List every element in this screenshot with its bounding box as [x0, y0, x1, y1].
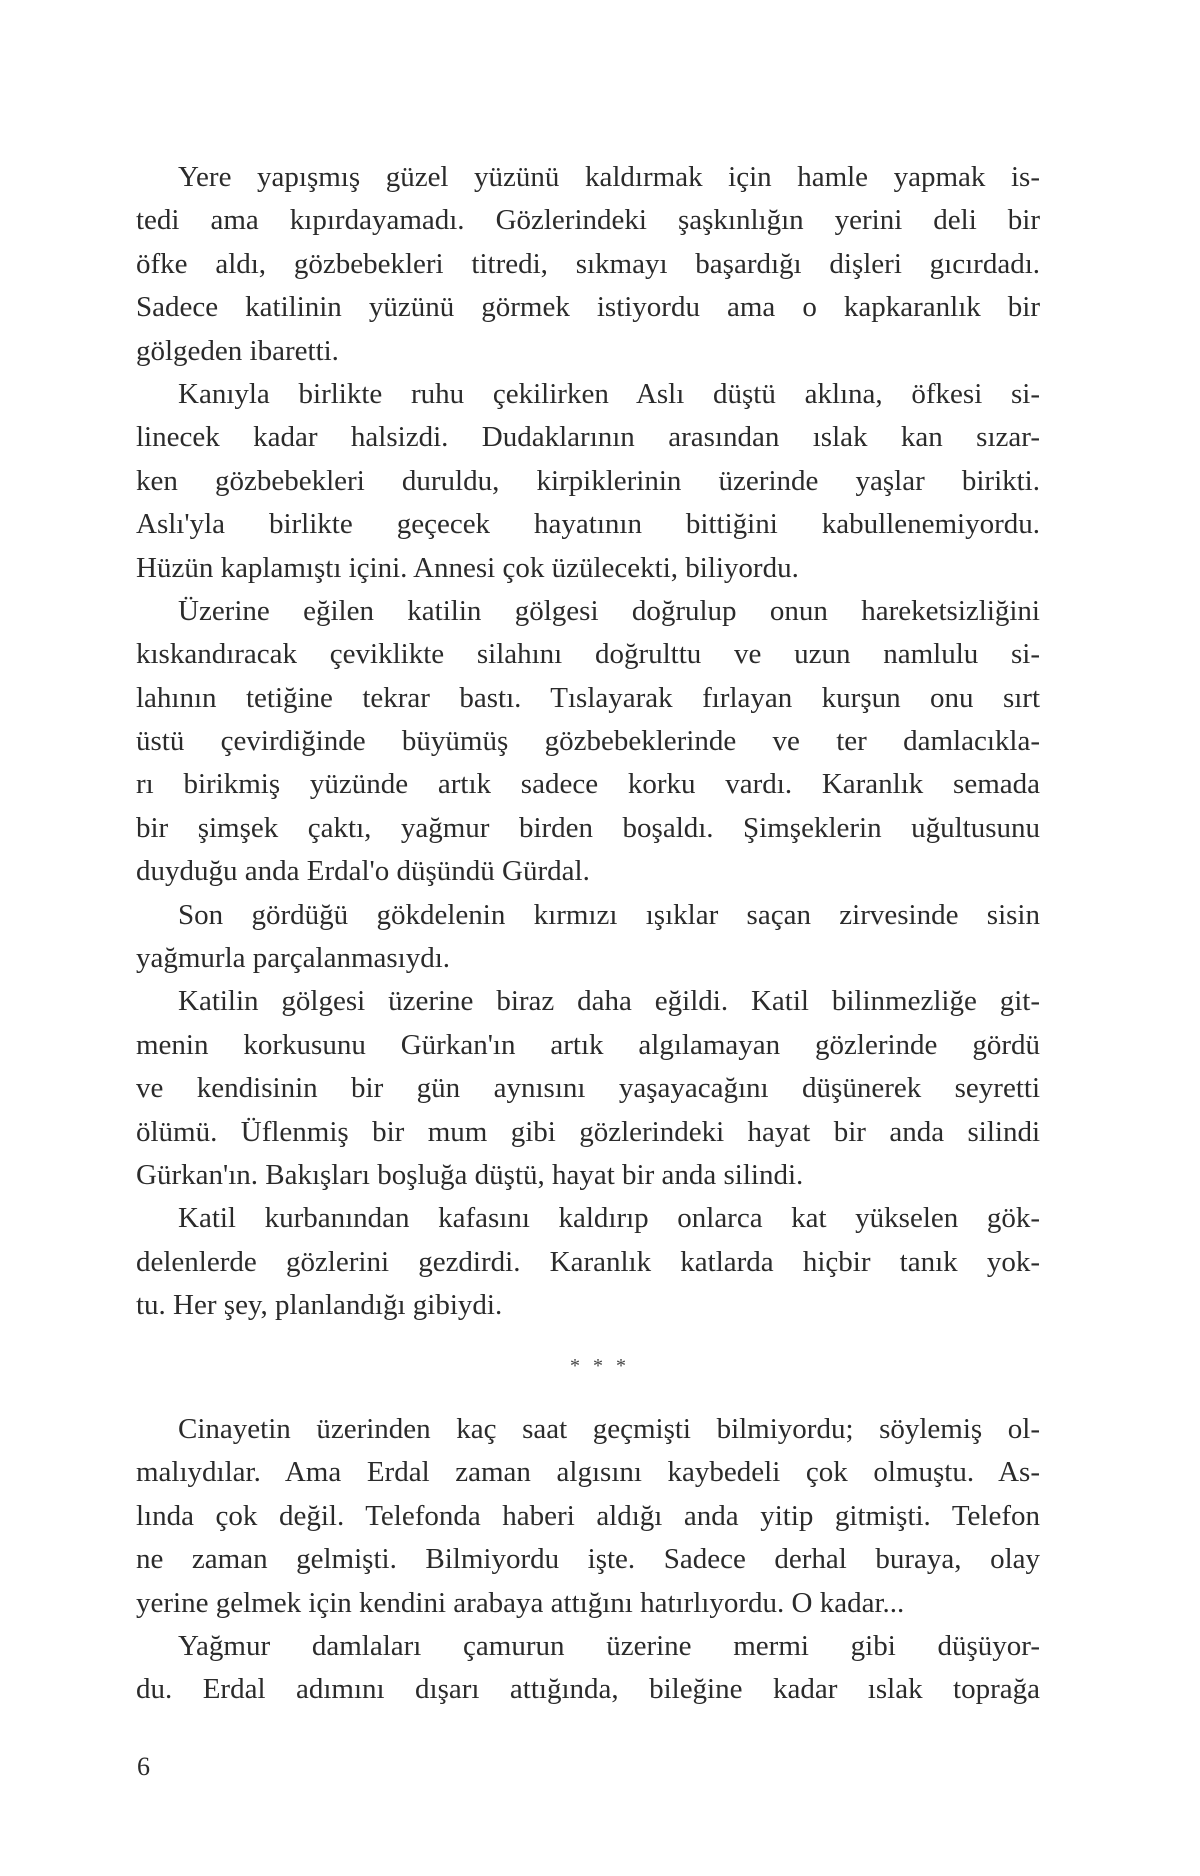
text-line: ölümü. Üflenmiş bir mum gibi gözlerindeki hayat bir anda silindi	[136, 1115, 1040, 1148]
text-line: Üzerine eğilen katilin gölgesi doğrulup onun hareketsizliğini	[178, 594, 1040, 627]
text-line: tedi ama kıpırdayamadı. Gözlerindeki şaşkınlığın yerini deli bir	[136, 204, 1040, 237]
text-line: delenlerde gözlerini gezdirdi. Karanlık katlarda hiçbir tanık yok-	[136, 1245, 1040, 1278]
text-line: menin korkusunu Gürkan'ın artık algılamayan gözlerinde gördü	[136, 1028, 1040, 1061]
text-line: Katilin gölgesi üzerine biraz daha eğildi. Katil bilinmezliğe git-	[178, 985, 1040, 1018]
text-line: Son gördüğü gökdelenin kırmızı ışıklar saçan zirvesinde sisin	[178, 898, 1040, 931]
text-line: rı birikmiş yüzünde artık sadece korku vardı. Karanlık semada	[136, 768, 1040, 801]
text-line: bir şimşek çaktı, yağmur birden boşaldı. Şimşeklerin uğultusunu	[136, 811, 1040, 844]
text-line: Yağmur damlaları çamurun üzerine mermi gibi düşüyor-	[178, 1629, 1040, 1662]
text-line: Sadece katilinin yüzünü görmek istiyordu ama o kapkaranlık bir	[136, 291, 1040, 324]
text-line: Yere yapışmış güzel yüzünü kaldırmak için hamle yapmak is-	[178, 161, 1040, 193]
text-line: Cinayetin üzerinden kaç saat geçmişti bilmiyordu; söylemiş ol-	[178, 1413, 1040, 1445]
text-line: ne zaman gelmişti. Bilmiyordu işte. Sadece derhal buraya, olay	[136, 1543, 1040, 1576]
text-line: lında çok değil. Telefonda haberi aldığı anda yitip gitmişti. Telefon	[136, 1499, 1040, 1532]
text-line: malıydılar. Ama Erdal zaman algısını kaybedeli çok olmuştu. As-	[136, 1456, 1040, 1489]
text-line: Hüzün kaplamıştı içini. Annesi çok üzülecekti, biliyordu.	[136, 551, 799, 584]
text-line: üstü çevirdiğinde büyümüş gözbebeklerinde ve ter damlacıkla-	[136, 725, 1040, 758]
text-line: Aslı'yla birlikte geçecek hayatının bittiğini kabullenemiyordu.	[136, 508, 1040, 541]
text-line: kıskandıracak çeviklikte silahını doğrulttu ve uzun namlulu si-	[136, 638, 1040, 671]
text-line: ve kendisinin bir gün aynısını yaşayacağını düşünerek seyretti	[136, 1072, 1040, 1105]
text-line: yerine gelmek için kendini arabaya attığını hatırlıyordu. O kadar...	[136, 1586, 905, 1619]
text-line: duyduğu anda Erdal'o düşündü Gürdal.	[136, 855, 590, 888]
text-line: öfke aldı, gözbebekleri titredi, sıkmayı başardığı dişleri gıcırdadı.	[136, 247, 1040, 280]
text-line: lahının tetiğine tekrar bastı. Tıslayarak fırlayan kurşun onu sırt	[136, 681, 1040, 714]
text-block-after-break	[136, 1408, 1040, 1712]
text-line: yağmurla parçalanmasıydı.	[136, 942, 451, 975]
text-line: gölgeden ibaretti.	[136, 334, 339, 367]
text-line: Kanıyla birlikte ruhu çekilirken Aslı düştü aklına, öfkesi si-	[178, 377, 1040, 410]
text-line: du. Erdal adımını dışarı attığında, bileğine kadar ıslak toprağa	[136, 1673, 1040, 1706]
text-line: linecek kadar halsizdi. Dudaklarının arasından ıslak kan sızar-	[136, 421, 1040, 454]
text-line: ken gözbebekleri duruldu, kirpiklerinin üzerinde yaşlar birikti.	[136, 464, 1040, 497]
page-number: 6	[137, 1752, 150, 1781]
text-line: Katil kurbanından kafasını kaldırıp onlarca kat yükselen gök-	[178, 1202, 1040, 1235]
text-line: tu. Her şey, planlandığı gibiydi.	[136, 1289, 503, 1322]
section-break: * * *	[570, 1355, 630, 1377]
text-block-before-break	[136, 156, 1040, 1328]
text-line: Gürkan'ın. Bakışları boşluğa düştü, hayat bir anda silindi.	[136, 1158, 804, 1191]
